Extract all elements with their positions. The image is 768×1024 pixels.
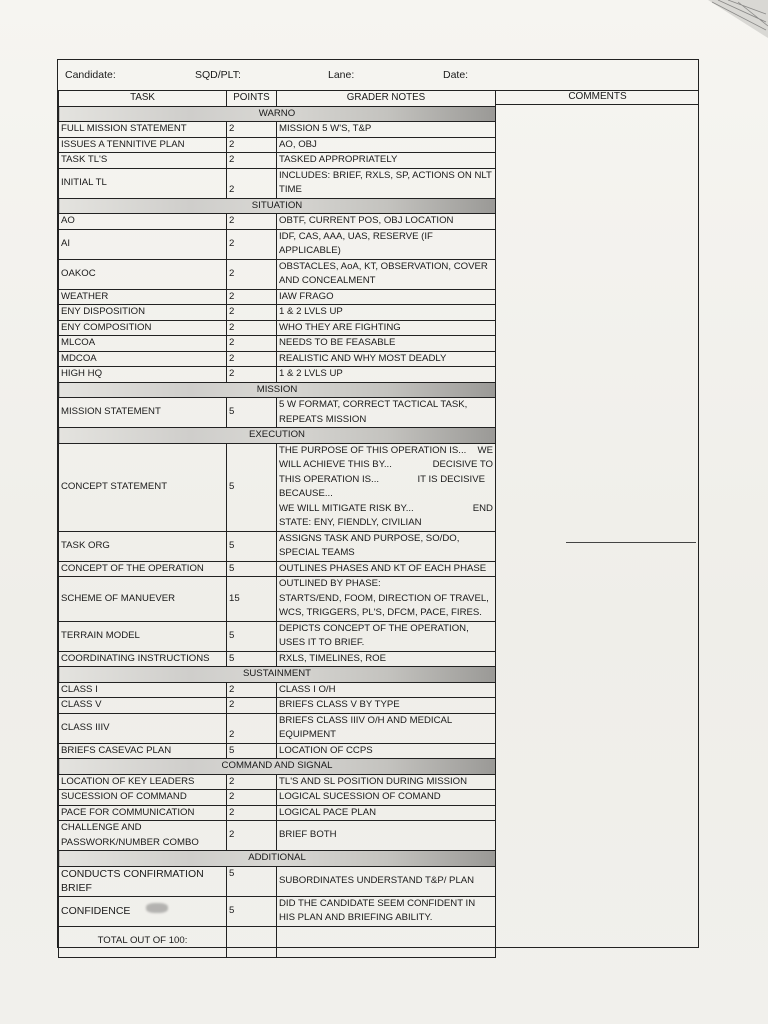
table-row: CLASS I 2 CLASS I O/H [59,682,496,698]
table-row: CONFIDENCE 5 DID THE CANDIDATE SEEM CONFIDENT IN HIS PLAN AND BRIEFING ABILITY. [59,896,496,926]
table-row: FULL MISSION STATEMENT 2 MISSION 5 W'S, T&P [59,122,496,138]
section-additional: ADDITIONAL [59,851,496,867]
total-row [59,926,496,957]
table-row: CHALLENGE AND PASSWORK/NUMBER COMBO 2 BRIEF BOTH [59,821,496,851]
table-row: LOCATION OF KEY LEADERS 2 TL'S AND SL POSITION DURING MISSION [59,774,496,790]
section-warno: WARNO [59,106,496,122]
table-row: INITIAL TL 2 INCLUDES: BRIEF, RXLS, SP, ACTIONS ON NLT TIME [59,168,496,198]
section-command-signal: COMMAND AND SIGNAL [59,759,496,775]
total-label: TOTAL OUT OF 100: [59,926,227,957]
table-row: HIGH HQ 2 1 & 2 LVLS UP [59,367,496,383]
table-row: TASK TL'S 2 TASKED APPROPRIATELY [59,153,496,169]
sqd-plt-label: SQD/PLT: [195,69,241,81]
table-row: WEATHER 2 IAW FRAGO [59,289,496,305]
column-header-row [59,91,496,107]
table-row: MDCOA 2 REALISTIC AND WHY MOST DEADLY [59,351,496,367]
concept-statement-notes: THE PURPOSE OF THIS OPERATION IS... WE WILL ACHIEVE THIS BY... DECISIVE TO THIS OPERATION IS... IT IS DECISIVE BECAUSE... WE WILL MITIGATE RISK BY... END STATE: ENY, FIENDLY, CIVILIAN [277,443,496,531]
table-row: AO 2 OBTF, CURRENT POS, OBJ LOCATION [59,214,496,230]
table-row: SUCESSION OF COMMAND 2 LOGICAL SUCESSION OF COMAND [59,790,496,806]
section-situation: SITUATION [59,198,496,214]
table-row: CLASS IIIV 2 BRIEFS CLASS IIIV O/H AND MEDICAL EQUIPMENT [59,713,496,743]
lane-label: Lane: [328,69,355,81]
rubric-table [58,90,496,958]
table-row: CONDUCTS CONFIRMATION BRIEF 5 SUBORDINATES UNDERSTAND T&P/ PLAN [59,866,496,896]
grading-sheet [57,59,699,948]
table-row: AI 2 IDF, CAS, AAA, UAS, RESERVE (IF APPLICABLE) [59,229,496,259]
table-row: SCHEME OF MANUEVER 15 OUTLINED BY PHASE: STARTS/END, FOOM, DIRECTION OF TRAVEL, WCS, TRIGGERS, PL'S, DFCM, PACE, FIRES. [59,577,496,622]
comment-handwritten-line [566,542,696,543]
smudge-mark [146,903,168,913]
comments-column [495,90,699,947]
table-row: ISSUES A TENNITIVE PLAN 2 AO, OBJ [59,137,496,153]
scheme-notes: OUTLINED BY PHASE: STARTS/END, FOOM, DIRECTION OF TRAVEL, WCS, TRIGGERS, PL'S, DFCM, PACE, FIRES. [277,577,496,622]
table-row: ENY COMPOSITION 2 WHO THEY ARE FIGHTING [59,320,496,336]
table-row: COORDINATING INSTRUCTIONS 5 RXLS, TIMELINES, ROE [59,651,496,667]
task-header: TASK [59,91,227,107]
grader-notes-header: GRADER NOTES [277,91,496,107]
section-mission: MISSION [59,382,496,398]
date-label: Date: [443,69,469,81]
comments-header: COMMENTS [496,90,699,105]
section-sustainment: SUSTAINMENT [59,667,496,683]
section-execution: EXECUTION [59,428,496,444]
torn-corner [698,0,768,40]
table-row: OAKOC 2 OBSTACLES, AoA, KT, OBSERVATION, COVER AND CONCEALMENT [59,259,496,289]
table-row: CONCEPT STATEMENT 5 THE PURPOSE OF THIS OPERATION IS... WE WILL ACHIEVE THIS BY... DECISIVE TO THIS OPERATION IS... IT IS DECISIVE BECAUSE... WE WILL MITIGATE RISK BY... END STATE: ENY, FIENDLY, CIVILIAN [59,443,496,531]
table-row: PACE FOR COMMUNICATION 2 LOGICAL PACE PLAN [59,805,496,821]
table-row: CONCEPT OF THE OPERATION 5 OUTLINES PHASES AND KT OF EACH PHASE [59,561,496,577]
table-row: MISSION STATEMENT 5 5 W FORMAT, CORRECT TACTICAL TASK, REPEATS MISSION [59,398,496,428]
table-row: ENY DISPOSITION 2 1 & 2 LVLS UP [59,305,496,321]
candidate-label: Candidate: [65,69,116,81]
table-row: BRIEFS CASEVAC PLAN 5 LOCATION OF CCPS [59,743,496,759]
table-row: CLASS V 2 BRIEFS CLASS V BY TYPE [59,698,496,714]
table-row: TERRAIN MODEL 5 DEPICTS CONCEPT OF THE OPERATION, USES IT TO BRIEF. [59,621,496,651]
points-header: POINTS [227,91,277,107]
table-row: TASK ORG 5 ASSIGNS TASK AND PURPOSE, SO/DO, SPECIAL TEAMS [59,531,496,561]
header-row [58,60,698,91]
table-row: MLCOA 2 NEEDS TO BE FEASABLE [59,336,496,352]
